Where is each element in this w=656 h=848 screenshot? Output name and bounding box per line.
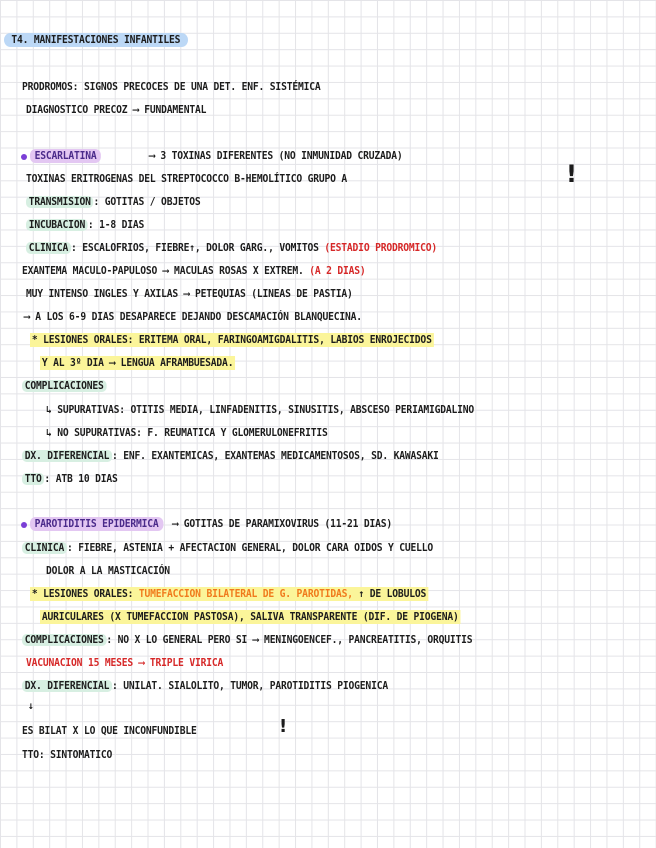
escarlatina-transmision: TRANSMISION : GOTITAS / OBJETOS — [26, 195, 200, 209]
escarlatina-heading-row — [30, 149, 403, 163]
parotiditis-tto: TTO: SINTOMATICO — [22, 749, 113, 761]
parotiditis-lesiones: * LESIONES ORALES: TUMEFACCION BILATERAL DE G. PAROTIDAS, ↑ DE LOBULOS — [31, 588, 427, 600]
page-title: T4. MANIFESTACIONES INFANTILES — [4, 33, 188, 47]
escarlatina-lesiones: * LESIONES ORALES: ERITEMA ORAL, FARINGOAMIGDALITIS, LABIOS ENROJECIDOS — [31, 334, 432, 346]
escarlatina-toxins: TOXINAS ERITROGENAS DEL STREPTOCOCCO Β-HEMOLÍTICO GRUPO A — [26, 173, 348, 185]
escarlatina-lengua: Y AL 3º DIA ⟶ LENGUA AFRAMBUESADA. — [41, 357, 234, 369]
intro-line-1: PRODROMOS: SIGNOS PRECOCES DE UNA DET. ENF. SISTÉMICA — [22, 81, 321, 93]
exclamation-mark-icon: ! — [566, 160, 577, 188]
intro-line-2: DIAGNOSTICO PRECOZ ⟶ FUNDAMENTAL — [26, 104, 207, 116]
parotiditis-lesiones-cont: AURICULARES (X TUMEFACCION PASTOSA), SALIVA TRANSPARENTE (DIF. DE PIOGENA) — [41, 611, 459, 623]
escarlatina-clinica: CLINICA : ESCALOFRIOS, FIEBRE↑, DOLOR GARG., VOMITOS (ESTADIO PRODROMICO) — [26, 241, 437, 255]
escarlatina-heading: ESCARLATINA — [30, 149, 101, 163]
parotiditis-dx-diferencial: DX. DIFERENCIAL : UNILAT. SIALOLITO, TUMOR, PAROTIDITIS PIOGENICA — [22, 679, 388, 693]
parotiditis-vacunacion: VACUNACION 15 MESES ⟶ TRIPLE VIRICA — [26, 657, 224, 669]
parotiditis-clinica: CLINICA : FIEBRE, ASTENIA + AFECTACION GENERAL, DOLOR CARA OIDOS Y CUELLO — [22, 541, 433, 555]
parotiditis-bilat: ES BILAT X LO QUE INCONFUNDIBLE — [22, 725, 197, 737]
escarlatina-intenso: MUY INTENSO INGLES Y AXILAS ⟶ PETEQUIAS (LINEAS DE PASTIA) — [26, 288, 353, 300]
exclamation-mark-icon: ! — [279, 716, 288, 737]
escarlatina-dias: ⟶ A LOS 6-9 DIAS DESAPARECE DEJANDO DESCAMACIÓN BLANQUECINA. — [24, 311, 362, 323]
parotiditis-complicaciones: COMPLICACIONES : NO X LO GENERAL PERO SI ⟶ MENINGOENCEF., PANCREATITIS, ORQUITIS — [22, 633, 472, 647]
escarlatina-complicaciones: COMPLICACIONES — [22, 379, 106, 393]
parotiditis-clinica-cont: DOLOR A LA MASTICACIÓN — [46, 565, 170, 577]
parotiditis-down-arrow: ↓ — [28, 700, 34, 712]
escarlatina-no-supurativas: ↳ NO SUPURATIVAS: F. REUMATICA Y GLOMERULONEFRITIS — [46, 427, 328, 439]
purple-bullet-icon — [21, 522, 27, 528]
escarlatina-dx-diferencial: DX. DIFERENCIAL : ENF. EXANTEMICAS, EXANTEMAS MEDICAMENTOSOS, SD. KAWASAKI — [22, 449, 439, 463]
escarlatina-tto: TTO : ATB 10 DIAS — [22, 472, 118, 486]
escarlatina-supurativas: ↳ SUPURATIVAS: OTITIS MEDIA, LINFADENITIS, SINUSITIS, ABSCESO PERIAMIGDALINO — [46, 404, 475, 416]
parotiditis-heading: PAROTIDITIS EPIDERMICA — [30, 517, 163, 531]
escarlatina-heading-note: ⟶ 3 TOXINAS DIFERENTES (NO INMUNIDAD CRUZADA) — [149, 150, 403, 162]
escarlatina-exantema: EXANTEMA MACULO-PAPULOSO ⟶ MACULAS ROSAS X EXTREM. (A 2 DIAS) — [22, 265, 366, 277]
parotiditis-heading-note: ⟶ GOTITAS DE PARAMIXOVIRUS (11-21 DIAS) — [172, 518, 393, 530]
escarlatina-incubacion: INCUBACION : 1-8 DIAS — [26, 218, 144, 232]
parotiditis-heading-row — [30, 517, 392, 531]
purple-bullet-icon — [21, 154, 27, 160]
